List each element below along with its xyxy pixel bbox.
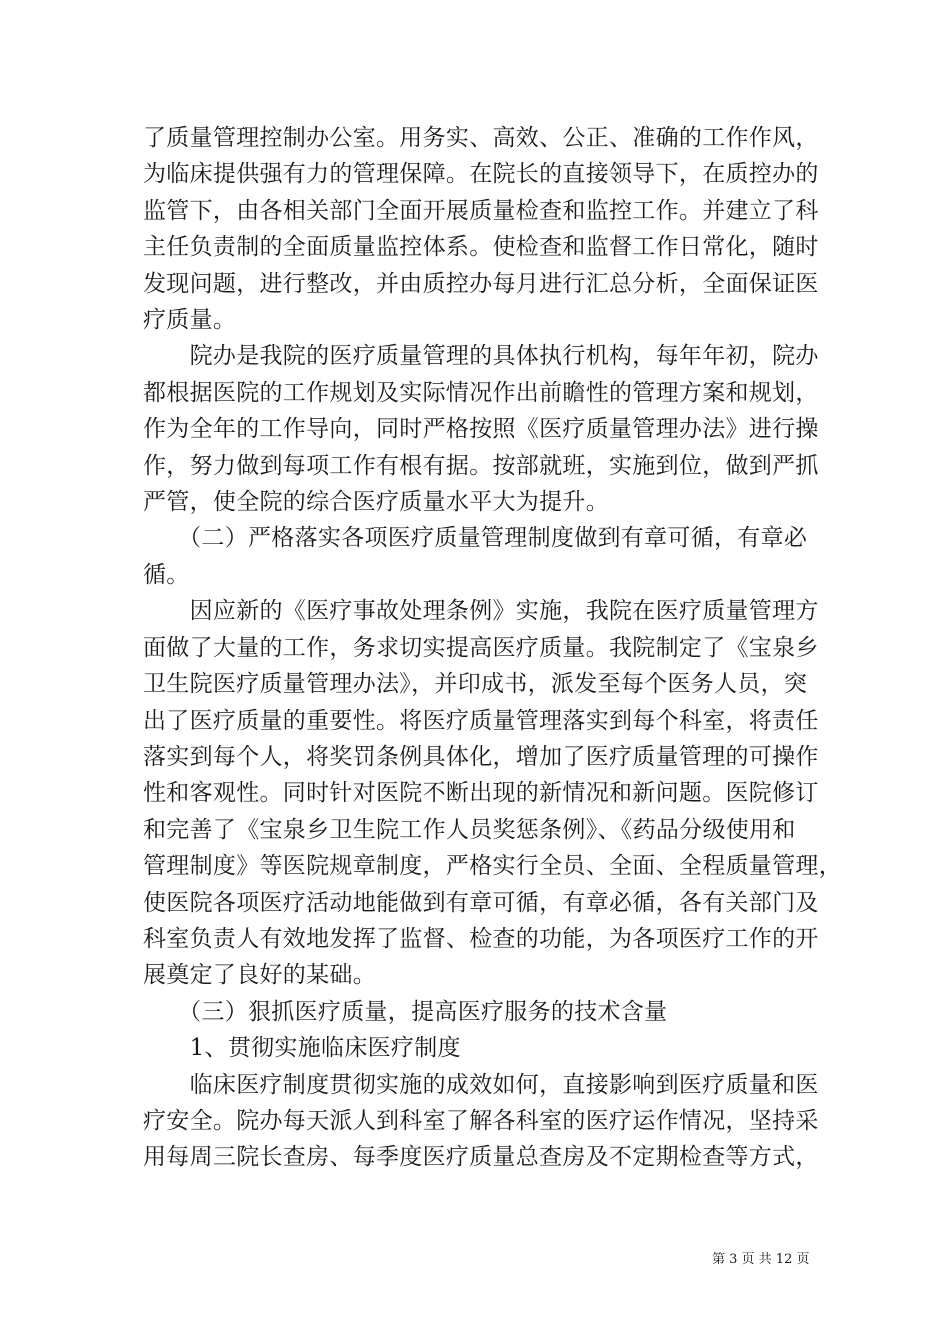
text-line: 监管下，由各相关部门全面开展质量检查和监控工作。并建立了科 [143, 197, 819, 224]
text-line: 循。 [143, 561, 190, 588]
text-line: 严管，使全院的综合医疗质量水平大为提升。 [143, 489, 609, 516]
text-line: 和完善了《宝泉乡卫生院工作人员奖惩条例》、《药品分级使用和 [143, 816, 796, 843]
text-line: 疗安全。院办每天派人到科室了解各科室的医疗运作情况，坚持采 [143, 1107, 819, 1134]
text-line: 面做了大量的工作，务求切实提高医疗质量。我院制定了《宝泉乡 [143, 634, 819, 661]
section-heading: （二）严格落实各项医疗质量管理制度做到有章可循，有章必 [143, 525, 808, 552]
text-line: 为临床提供强有力的管理保障。在院长的直接领导下，在质控办的 [143, 161, 819, 188]
text-line: 性和客观性。同时针对医院不断出现的新情况和新问题。医院修订 [143, 780, 819, 807]
text-line: 出了医疗质量的重要性。将医疗质量管理落实到每个科室，将责任 [143, 707, 819, 734]
text-line: 用每周三院长查房、每季度医疗质量总查房及不定期检查等方式， [143, 1144, 819, 1171]
text-line: 了质量管理控制办公室。用务实、高效、公正、准确的工作作风， [143, 125, 819, 151]
text-line: 因应新的《医疗事故处理条例》实施，我院在医疗质量管理方 [143, 598, 819, 625]
text-line: 科室负责人有效地发挥了监督、检查的功能，为各项医疗工作的开 [143, 925, 819, 952]
text-line: 主任负责制的全面质量监控体系。使检查和监督工作日常化，随时 [143, 234, 819, 261]
text-line: 疗质量。 [143, 307, 237, 334]
text-line: 落实到每个人，将奖罚条例具体化，增加了医疗质量管理的可操作 [143, 743, 819, 770]
text-line: 管理制度》等医院规章制度，严格实行全员、全面、全程质量管理， [143, 853, 842, 880]
text-line: 展奠定了良好的某础。 [143, 962, 376, 989]
text-line: 作为全年的工作导向，同时严格按照《医疗质量管理办法》进行操 [143, 416, 819, 443]
page-number: 第 3 页 共 12 页 [712, 1252, 810, 1267]
body-text [143, 120, 842, 1176]
text-line: 卫生院医疗质量管理办法》，并印成书，派发至每个医务人员，突 [143, 671, 808, 698]
text-line: 使医院各项医疗活动地能做到有章可循，有章必循，各有关部门及 [143, 889, 819, 916]
text-line: 发现问题，进行整改，并由质控办每月进行汇总分析，全面保证医 [143, 270, 819, 297]
text-line: 临床医疗制度贯彻实施的成效如何，直接影响到医疗质量和医 [143, 1071, 819, 1098]
text-line: 都根据医院的工作规划及实际情况作出前瞻性的管理方案和规划， [143, 379, 819, 406]
subsection-heading: 1、贯彻实施临床医疗制度 [143, 1035, 461, 1062]
text-line: 院办是我院的医疗质量管理的具体执行机构，每年年初，院办 [143, 343, 819, 370]
text-line: 作，努力做到每项工作有根有据。按部就班，实施到位，做到严抓 [143, 452, 819, 479]
section-heading: （三）狠抓医疗质量，提高医疗服务的技术含量 [143, 998, 668, 1025]
